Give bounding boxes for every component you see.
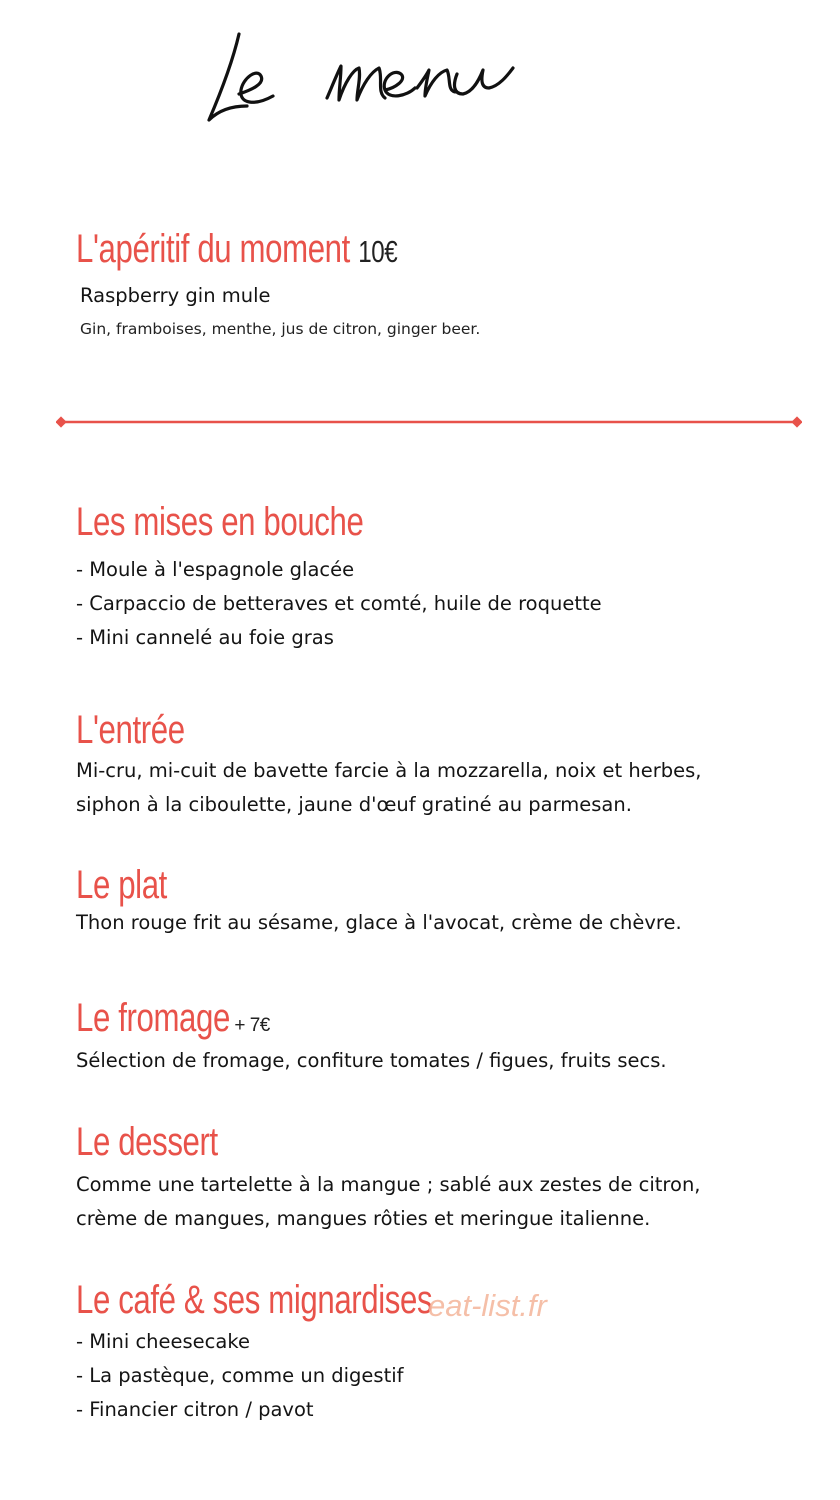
- entree-title: L'entrée: [76, 708, 185, 752]
- fromage-title-text: Le fromage: [76, 996, 230, 1040]
- plat-line: Thon rouge frit au sésame, glace à l'avocat, crème de chèvre.: [76, 911, 682, 934]
- aperitif-title: [76, 225, 397, 276]
- aperitif-title-text: L'apéritif du moment: [76, 227, 350, 271]
- watermark: eat-list.fr: [428, 1288, 547, 1323]
- dessert-title: Le dessert: [76, 1120, 218, 1164]
- plat-title: Le plat: [76, 863, 167, 907]
- cafe-item: - Mini cheesecake: [76, 1330, 250, 1353]
- fromage-title: [76, 994, 271, 1050]
- dessert-line: crème de mangues, mangues rôties et meringue italienne.: [76, 1207, 651, 1230]
- fromage-line: Sélection de fromage, confiture tomates / figues, fruits secs.: [76, 1049, 667, 1072]
- aperitif-name: Raspberry gin mule: [80, 284, 271, 307]
- mises-en-bouche-item: - Moule à l'espagnole glacée: [76, 558, 355, 581]
- section-divider: [56, 413, 802, 431]
- menu-logo: [195, 22, 525, 132]
- aperitif-description: Gin, framboises, menthe, jus de citron, ginger beer.: [80, 320, 481, 338]
- aperitif-price: 10€: [358, 234, 398, 269]
- mises-en-bouche-item: - Carpaccio de betteraves et comté, huile de roquette: [76, 592, 602, 615]
- mises-en-bouche-title: Les mises en bouche: [76, 500, 364, 544]
- cafe-title: Le café & ses mignardises: [76, 1278, 433, 1322]
- fromage-price: + 7€: [234, 1015, 271, 1036]
- mises-en-bouche-item: - Mini cannelé au foie gras: [76, 626, 334, 649]
- entree-line: siphon à la ciboulette, jaune d'œuf gratiné au parmesan.: [76, 793, 632, 816]
- entree-line: Mi-cru, mi-cuit de bavette farcie à la mozzarella, noix et herbes,: [76, 759, 702, 782]
- dessert-line: Comme une tartelette à la mangue ; sablé aux zestes de citron,: [76, 1173, 701, 1196]
- cafe-item: - Financier citron / pavot: [76, 1398, 314, 1421]
- cafe-item: - La pastèque, comme un digestif: [76, 1364, 404, 1387]
